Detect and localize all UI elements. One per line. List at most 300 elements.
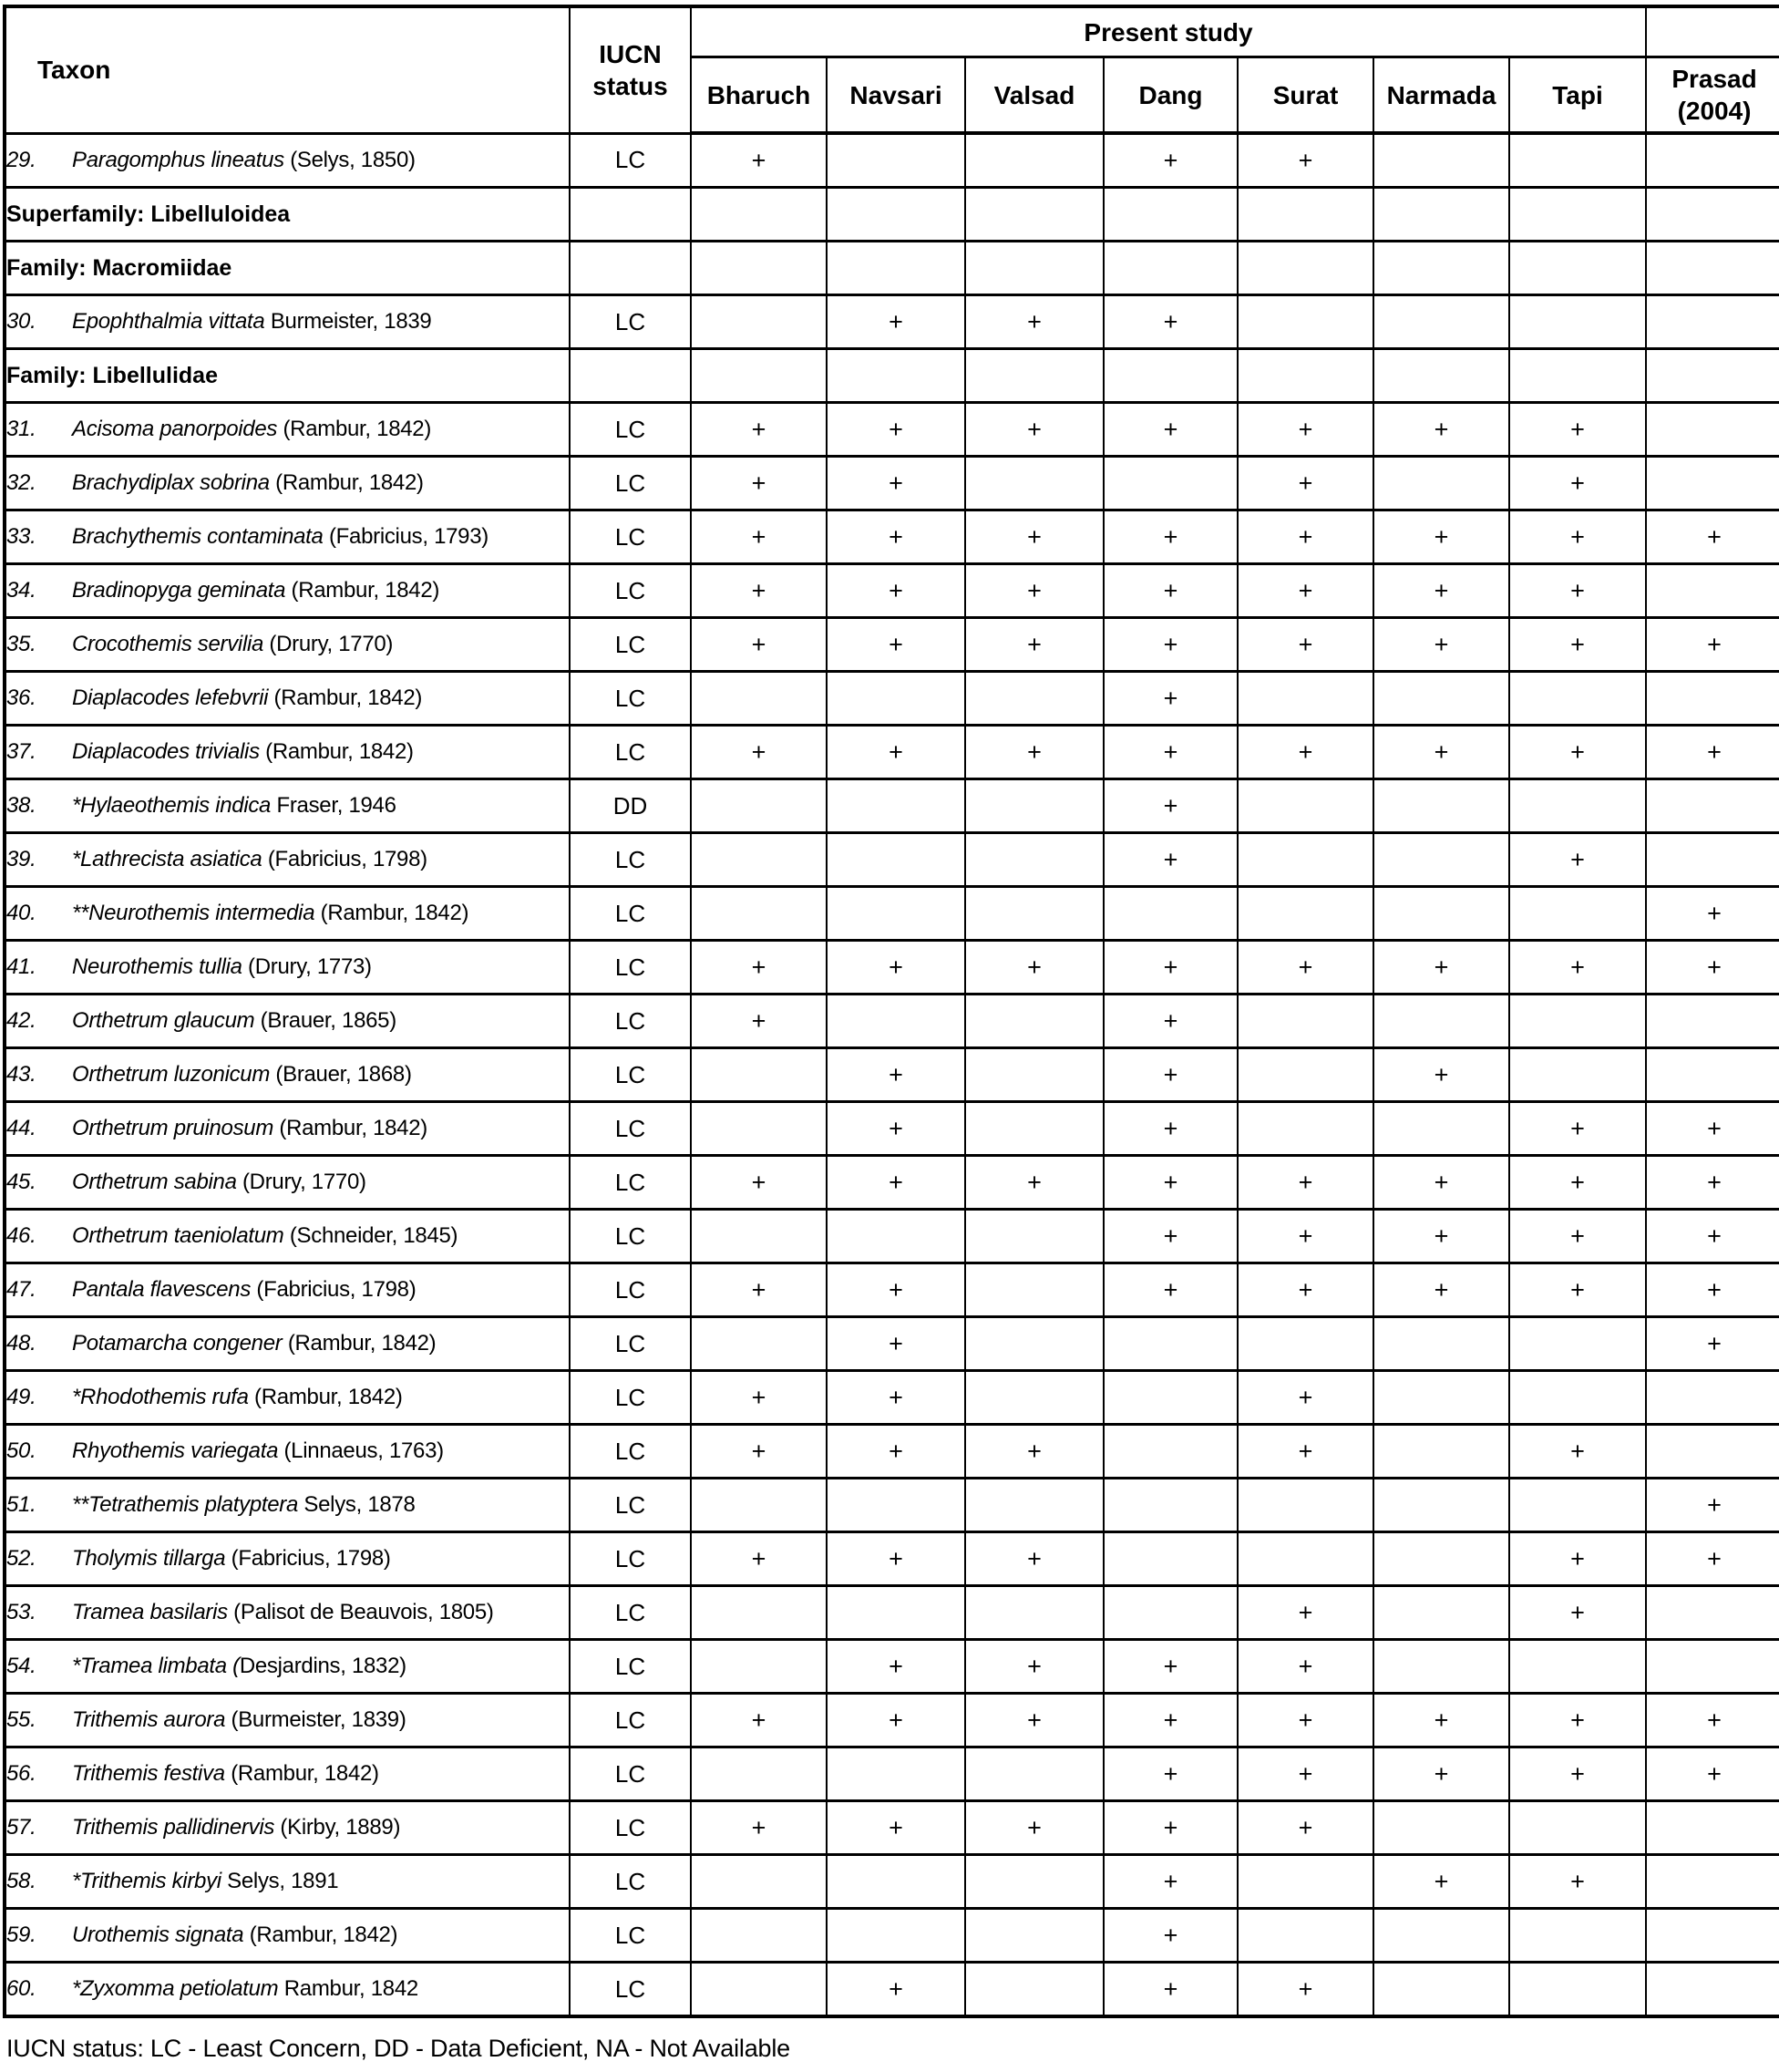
iucn-status-cell: DD [570,779,691,833]
species-row [5,833,1779,887]
presence-mark-cell: + [1373,726,1509,779]
presence-mark-cell: + [1646,1156,1779,1210]
presence-mark-cell: + [1373,618,1509,672]
presence-mark-cell: + [691,133,827,188]
iucn-status-cell: LC [570,1801,691,1855]
presence-mark-cell [1104,887,1238,941]
species-number: 40. [6,901,36,925]
presence-mark-cell: + [965,941,1104,995]
iucn-status-cell: LC [570,1371,691,1425]
presence-mark-cell: + [827,1317,965,1371]
species-row [5,1425,1779,1479]
taxon-cell [5,672,570,726]
presence-mark-cell [1646,1909,1779,1963]
iucn-status-cell: LC [570,510,691,564]
presence-mark-cell: + [1509,941,1646,995]
iucn-status-cell: LC [570,1317,691,1371]
iucn-status-cell: LC [570,1048,691,1102]
taxon-cell [5,510,570,564]
taxon-cell [5,1532,570,1586]
iucn-status-cell: LC [570,1210,691,1263]
presence-mark-cell: + [1238,1694,1373,1747]
presence-mark-cell [1509,349,1646,403]
presence-mark-cell: + [1509,1586,1646,1640]
presence-mark-cell [1373,1586,1509,1640]
species-number: 50. [6,1438,36,1463]
district-header-dang: Dang [1104,57,1238,134]
presence-mark-cell [691,1317,827,1371]
species-row [5,1479,1779,1532]
presence-mark-cell [1509,1640,1646,1694]
presence-mark-cell: + [691,1425,827,1479]
presence-mark-cell [965,349,1104,403]
presence-mark-cell: + [1238,1425,1373,1479]
presence-mark-cell [1373,133,1509,188]
district-header-tapi: Tapi [1509,57,1646,134]
presence-mark-cell [1373,1801,1509,1855]
species-author: (Drury, 1773) [242,954,372,979]
presence-mark-cell [1646,133,1779,188]
presence-mark-cell [827,1479,965,1532]
species-number: 54. [6,1654,36,1678]
species-name: **Tetrathemis platyptera [72,1492,299,1517]
presence-mark-cell: + [1238,1371,1373,1425]
iucn-legend-note: IUCN status: LC - Least Concern, DD - Data Deficient, NA - Not Available [6,2035,790,2062]
presence-mark-cell [1104,188,1238,242]
presence-mark-cell [1373,833,1509,887]
presence-mark-cell [1238,995,1373,1048]
presence-mark-cell: + [1104,403,1238,457]
presence-mark-cell [1646,457,1779,510]
species-number: 55. [6,1707,36,1732]
presence-mark-cell: + [1104,779,1238,833]
presence-mark-cell [691,1909,827,1963]
presence-mark-cell: + [1238,1801,1373,1855]
presence-mark-cell: + [1509,1532,1646,1586]
presence-mark-cell: + [1238,1210,1373,1263]
presence-mark-cell [827,349,965,403]
presence-mark-cell [1238,1855,1373,1909]
presence-mark-cell: + [1104,1640,1238,1694]
presence-mark-cell: + [1509,1156,1646,1210]
species-name: Epophthalmia vittata [72,309,265,334]
presence-mark-cell [827,1855,965,1909]
species-name: Rhyothemis variegata [72,1438,279,1463]
presence-mark-cell: + [1646,1532,1779,1586]
species-author: Selys, 1878 [298,1492,416,1517]
presence-mark-cell: + [1238,1263,1373,1317]
presence-mark-cell [1104,349,1238,403]
presence-mark-cell: + [1104,618,1238,672]
presence-mark-cell [827,1210,965,1263]
presence-mark-cell [965,242,1104,295]
species-number: 45. [6,1170,36,1194]
species-name: Trithemis festiva [72,1761,225,1786]
species-name: Orthetrum glaucum [72,1008,255,1033]
presence-mark-cell: + [691,403,827,457]
presence-mark-cell [1238,1909,1373,1963]
presence-mark-cell: + [1646,887,1779,941]
species-name: *Tramea limbata ( [72,1654,240,1678]
presence-mark-cell: + [1238,1640,1373,1694]
presence-mark-cell: + [827,1963,965,2017]
iucn-column-header: IUCN status [570,6,691,133]
taxon-cell [5,403,570,457]
species-author: (Rambur, 1842) [224,1761,379,1786]
species-number: 31. [6,417,36,441]
presence-mark-cell [691,1102,827,1156]
iucn-status-cell: LC [570,564,691,618]
presence-mark-cell [965,1048,1104,1102]
presence-mark-cell: + [965,510,1104,564]
species-row [5,1963,1779,2017]
presence-mark-cell [1646,833,1779,887]
species-author: (Rambur, 1842) [273,1116,427,1140]
presence-mark-cell [691,1048,827,1102]
species-row [5,1371,1779,1425]
presence-mark-cell [965,1747,1104,1801]
presence-mark-cell [691,188,827,242]
presence-mark-cell: + [1104,1747,1238,1801]
species-row [5,295,1779,349]
presence-mark-cell: + [827,1425,965,1479]
presence-mark-cell: + [1238,1586,1373,1640]
presence-mark-cell: + [1104,726,1238,779]
species-author: (Burmeister, 1839) [225,1707,406,1732]
species-number: 60. [6,1976,36,2001]
presence-mark-cell: + [1373,941,1509,995]
taxon-column-header: Taxon [5,6,570,133]
presence-mark-cell: + [1238,403,1373,457]
species-author: (Drury, 1770) [236,1170,366,1194]
presence-mark-cell: + [1509,1855,1646,1909]
species-name: Trithemis aurora [72,1707,226,1732]
presence-mark-cell [1509,1963,1646,2017]
presence-mark-cell [1646,1855,1779,1909]
species-row [5,672,1779,726]
presence-mark-cell: + [1104,1909,1238,1963]
presence-mark-cell [1104,1586,1238,1640]
presence-mark-cell [691,887,827,941]
species-author: (Fabricius, 1798) [262,847,427,871]
taxon-cell [5,1156,570,1210]
presence-mark-cell: + [965,1801,1104,1855]
taxon-cell [5,1102,570,1156]
presence-mark-cell [1238,188,1373,242]
species-number: 38. [6,793,36,818]
presence-mark-cell [1373,242,1509,295]
species-row [5,1102,1779,1156]
presence-mark-cell [827,779,965,833]
species-name: *Zyxomma petiolatum [72,1976,279,2001]
presence-mark-cell [1373,672,1509,726]
presence-mark-cell: + [1646,726,1779,779]
species-row [5,403,1779,457]
presence-mark-cell [1509,188,1646,242]
species-name: Diaplacodes trivialis [72,739,260,764]
species-author: (Selys, 1850) [283,147,416,172]
species-number: 56. [6,1761,36,1786]
iucn-status-cell: LC [570,1963,691,2017]
presence-mark-cell [965,1317,1104,1371]
species-author: Burmeister, 1839 [264,309,432,334]
presence-mark-cell: + [691,995,827,1048]
presence-mark-cell: + [1373,403,1509,457]
presence-mark-cell: + [1104,1210,1238,1263]
district-header-valsad: Valsad [965,57,1104,134]
species-row [5,564,1779,618]
species-number: 53. [6,1600,36,1624]
presence-mark-cell [1238,1102,1373,1156]
presence-mark-cell [1373,779,1509,833]
species-name: *Trithemis kirbyi [72,1869,221,1893]
presence-mark-cell: + [1509,1425,1646,1479]
presence-mark-cell [1104,1532,1238,1586]
iucn-status-cell: LC [570,295,691,349]
presence-mark-cell [1238,887,1373,941]
species-number: 39. [6,847,36,871]
species-number: 41. [6,954,36,979]
presence-mark-cell [691,1210,827,1263]
species-name: Urothemis signata [72,1923,244,1947]
presence-mark-cell [1238,779,1373,833]
species-row [5,1640,1779,1694]
presence-mark-cell: + [827,1263,965,1317]
presence-mark-cell [691,295,827,349]
taxon-cell [5,618,570,672]
presence-mark-cell [1373,1317,1509,1371]
species-number: 34. [6,578,36,603]
presence-mark-cell: + [691,1371,827,1425]
species-number: 44. [6,1116,36,1140]
prasad-top-spacer-cell [1646,6,1779,57]
presence-mark-cell: + [1238,1156,1373,1210]
species-number: 52. [6,1546,36,1571]
presence-mark-cell: + [827,618,965,672]
presence-mark-cell: + [1373,1156,1509,1210]
iucn-status-cell [570,349,691,403]
species-row [5,510,1779,564]
presence-mark-cell: + [1509,833,1646,887]
species-author: (Rambur, 1842) [259,739,414,764]
species-author: (Fabricius, 1798) [251,1277,416,1302]
presence-mark-cell: + [1646,618,1779,672]
species-author: (Rambur, 1842) [243,1923,398,1947]
presence-mark-cell [1646,779,1779,833]
presence-mark-cell [1509,1479,1646,1532]
presence-mark-cell [1646,1371,1779,1425]
presence-mark-cell: + [1646,1210,1779,1263]
presence-mark-cell: + [827,941,965,995]
presence-mark-cell: + [691,1263,827,1317]
presence-mark-cell [1238,349,1373,403]
taxon-cell [5,1371,570,1425]
presence-mark-cell: + [1104,941,1238,995]
presence-mark-cell: + [1104,1694,1238,1747]
iucn-status-cell: LC [570,1694,691,1747]
species-name: Pantala flavescens [72,1277,252,1302]
presence-mark-cell [1646,1640,1779,1694]
section-row [5,349,1779,403]
presence-mark-cell: + [1646,1317,1779,1371]
species-name: Tholymis tillarga [72,1546,226,1571]
presence-mark-cell: + [827,1371,965,1425]
taxon-cell [5,1909,570,1963]
species-name: *Hylaeothemis indica [72,793,272,818]
presence-mark-cell [827,833,965,887]
presence-mark-cell [1646,995,1779,1048]
species-name: Bradinopyga geminata [72,578,286,603]
presence-mark-cell [1238,1532,1373,1586]
species-author: (Fabricius, 1798) [225,1546,391,1571]
presence-mark-cell [827,995,965,1048]
species-name: Paragomphus lineatus [72,147,284,172]
presence-mark-cell: + [1373,1048,1509,1102]
presence-mark-cell [1104,1479,1238,1532]
presence-mark-cell [1646,1425,1779,1479]
presence-mark-cell: + [1104,564,1238,618]
section-label: Family: Macromiidae [5,242,570,295]
presence-mark-cell: + [691,510,827,564]
presence-mark-cell [1509,995,1646,1048]
presence-mark-cell: + [827,1694,965,1747]
presence-mark-cell [965,995,1104,1048]
presence-mark-cell [965,1371,1104,1425]
species-number: 33. [6,524,36,549]
section-row [5,188,1779,242]
species-row [5,1156,1779,1210]
presence-mark-cell [1238,1317,1373,1371]
taxon-cell [5,1425,570,1479]
presence-mark-cell [691,1963,827,2017]
presence-mark-cell: + [1373,1747,1509,1801]
species-row [5,133,1779,188]
presence-mark-cell [1646,242,1779,295]
presence-mark-cell [1373,887,1509,941]
iucn-status-cell: LC [570,887,691,941]
species-row [5,457,1779,510]
presence-mark-cell: + [1238,1747,1373,1801]
species-author: (Rambur, 1842) [269,470,424,495]
species-name: Brachythemis contaminata [72,524,324,549]
presence-mark-cell [1509,887,1646,941]
species-number: 59. [6,1923,36,1947]
presence-mark-cell [1238,1048,1373,1102]
taxon-cell [5,1801,570,1855]
presence-mark-cell [1646,403,1779,457]
species-number: 57. [6,1815,36,1840]
presence-mark-cell [1646,349,1779,403]
species-name: Acisoma panorpoides [72,417,278,441]
presence-mark-cell [1238,242,1373,295]
iucn-status-cell: LC [570,995,691,1048]
species-row [5,1694,1779,1747]
presence-mark-cell [1646,1048,1779,1102]
iucn-status-cell: LC [570,941,691,995]
iucn-status-cell: LC [570,833,691,887]
species-name: Potamarcha congener [72,1331,283,1356]
species-row [5,1909,1779,1963]
species-row [5,1855,1779,1909]
section-label: Family: Libellulidae [5,349,570,403]
species-author: (Rambur, 1842) [285,578,440,603]
presence-mark-cell [1238,295,1373,349]
species-name: Diaplacodes lefebvrii [72,686,269,710]
presence-mark-cell: + [965,564,1104,618]
presence-mark-cell [965,1855,1104,1909]
presence-mark-cell: + [965,618,1104,672]
presence-mark-cell: + [1373,1855,1509,1909]
species-author: (Rambur, 1842) [314,901,469,925]
iucn-status-cell: LC [570,403,691,457]
presence-mark-cell [691,349,827,403]
presence-mark-cell: + [827,510,965,564]
presence-mark-cell [1373,349,1509,403]
presence-mark-cell [1646,672,1779,726]
species-number: 49. [6,1385,36,1409]
presence-mark-cell: + [1646,1263,1779,1317]
district-header-narmada: Narmada [1373,57,1509,134]
presence-mark-cell: + [827,1532,965,1586]
presence-mark-cell [1238,1479,1373,1532]
presence-mark-cell [1646,295,1779,349]
presence-mark-cell: + [1509,726,1646,779]
species-name: **Neurothemis intermedia [72,901,315,925]
species-name: Orthetrum taeniolatum [72,1223,284,1248]
iucn-status-cell: LC [570,1425,691,1479]
species-author: (Fabricius, 1793) [323,524,488,549]
presence-mark-cell [965,1963,1104,2017]
presence-mark-cell: + [965,295,1104,349]
presence-mark-cell [1238,833,1373,887]
presence-mark-cell: + [691,726,827,779]
species-number: 51. [6,1492,36,1517]
presence-mark-cell: + [1104,833,1238,887]
species-number: 35. [6,632,36,656]
presence-mark-cell: + [1509,564,1646,618]
taxon-cell [5,295,570,349]
taxon-cell [5,564,570,618]
species-name: Trithemis pallidinervis [72,1815,275,1840]
presence-mark-cell [1646,564,1779,618]
presence-mark-cell [1509,295,1646,349]
iucn-status-cell [570,242,691,295]
presence-mark-cell: + [827,1801,965,1855]
presence-mark-cell [1373,1479,1509,1532]
presence-mark-cell: + [965,1532,1104,1586]
species-number: 58. [6,1869,36,1893]
species-author: (Rambur, 1842) [268,686,423,710]
presence-mark-cell: + [965,1640,1104,1694]
species-number: 30. [6,309,36,334]
presence-mark-cell: + [827,1102,965,1156]
taxon-cell [5,1210,570,1263]
iucn-status-cell: LC [570,1156,691,1210]
presence-mark-cell [1509,1801,1646,1855]
species-name: Brachydiplax sobrina [72,470,270,495]
header-row-1 [5,6,1779,57]
district-header-navsari: Navsari [827,57,965,134]
presence-mark-cell: + [1509,1694,1646,1747]
presence-mark-cell: + [691,457,827,510]
presence-mark-cell: + [1238,133,1373,188]
species-author: (Schneider, 1845) [283,1223,458,1248]
presence-mark-cell [691,1855,827,1909]
presence-mark-cell: + [1373,1263,1509,1317]
iucn-status-cell: LC [570,133,691,188]
presence-mark-cell [965,133,1104,188]
taxon-cell [5,833,570,887]
